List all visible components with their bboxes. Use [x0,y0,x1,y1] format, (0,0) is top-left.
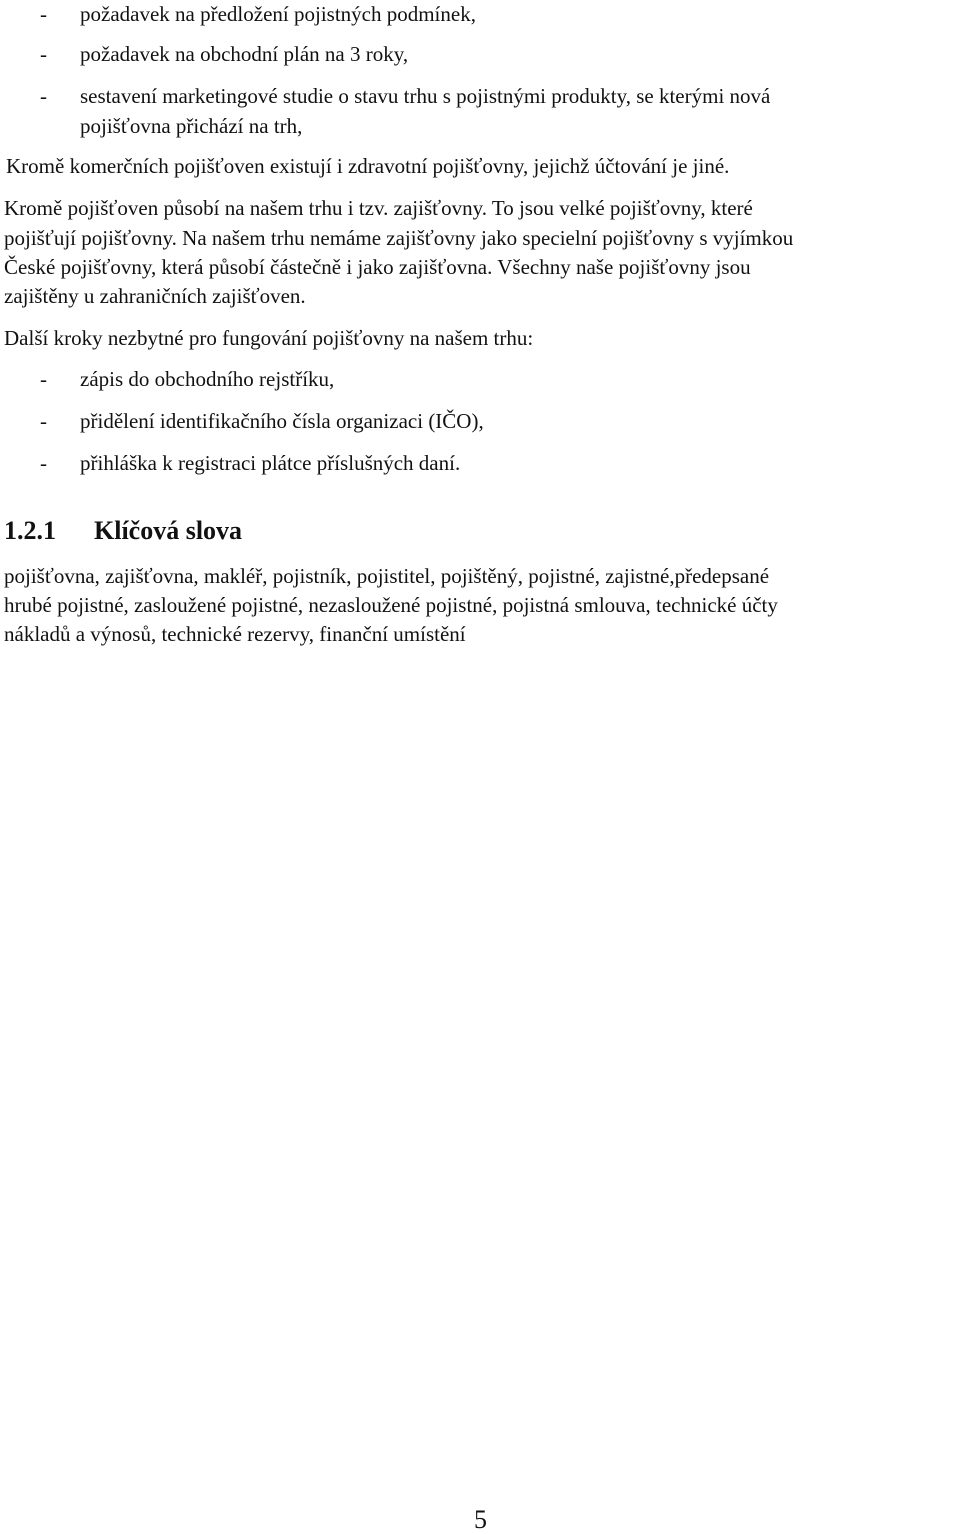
paragraph-line: Kromě pojišťoven působí na našem trhu i tzv. zajišťovny. To jsou velké pojišťovny, které [4,196,753,220]
keywords-line: nákladů a výnosů, technické rezervy, finanční umístění [4,622,466,646]
paragraph-line: České pojišťovny, která působí částečně i jako zajišťovna. Všechny naše pojišťovny jsou [4,255,751,279]
bullet-text: přidělení identifikačního čísla organizaci (IČO), [80,409,484,433]
paragraph-intro: Další kroky nezbytné pro fungování pojišťovny na našem trhu: [4,326,534,350]
bullet-dash: - [40,409,47,433]
bullet-text: sestavení marketingové studie o stavu trhu s pojistnými produkty, se kterými nová [80,84,771,108]
keywords-line: hrubé pojistné, zasloužené pojistné, nezasloužené pojistné, pojistná smlouva, technické účty [4,593,778,617]
bullet-dash: - [40,42,47,66]
bullet-text: pojišťovna přichází na trh, [80,114,303,138]
bullet-dash: - [40,2,47,26]
bullet-text: zápis do obchodního rejstříku, [80,367,335,391]
page-number: 5 [474,1505,487,1534]
section-number: 1.2.1 [4,516,56,545]
bullet-dash: - [40,84,47,108]
paragraph-line: pojišťují pojišťovny. Na našem trhu nemáme zajišťovny jako specielní pojišťovny s vyjímkou [4,226,794,250]
keywords-line: pojišťovna, zajišťovna, makléř, pojistník, pojistitel, pojištěný, pojistné, zajistné,předepsané [4,564,770,588]
paragraph-line: Kromě komerčních pojišťoven existují i zdravotní pojišťovny, jejichž účtování je jiné. [6,154,730,178]
section-title: Klíčová slova [94,516,243,545]
bullet-text: přihláška k registraci plátce příslušných daní. [80,451,461,475]
paragraph-line: zajištěny u zahraničních zajišťoven. [4,284,306,308]
bullet-dash: - [40,367,47,391]
bullet-dash: - [40,451,47,475]
bullet-text: požadavek na předložení pojistných podmínek, [80,2,476,26]
bullet-text: požadavek na obchodní plán na 3 roky, [80,42,409,66]
